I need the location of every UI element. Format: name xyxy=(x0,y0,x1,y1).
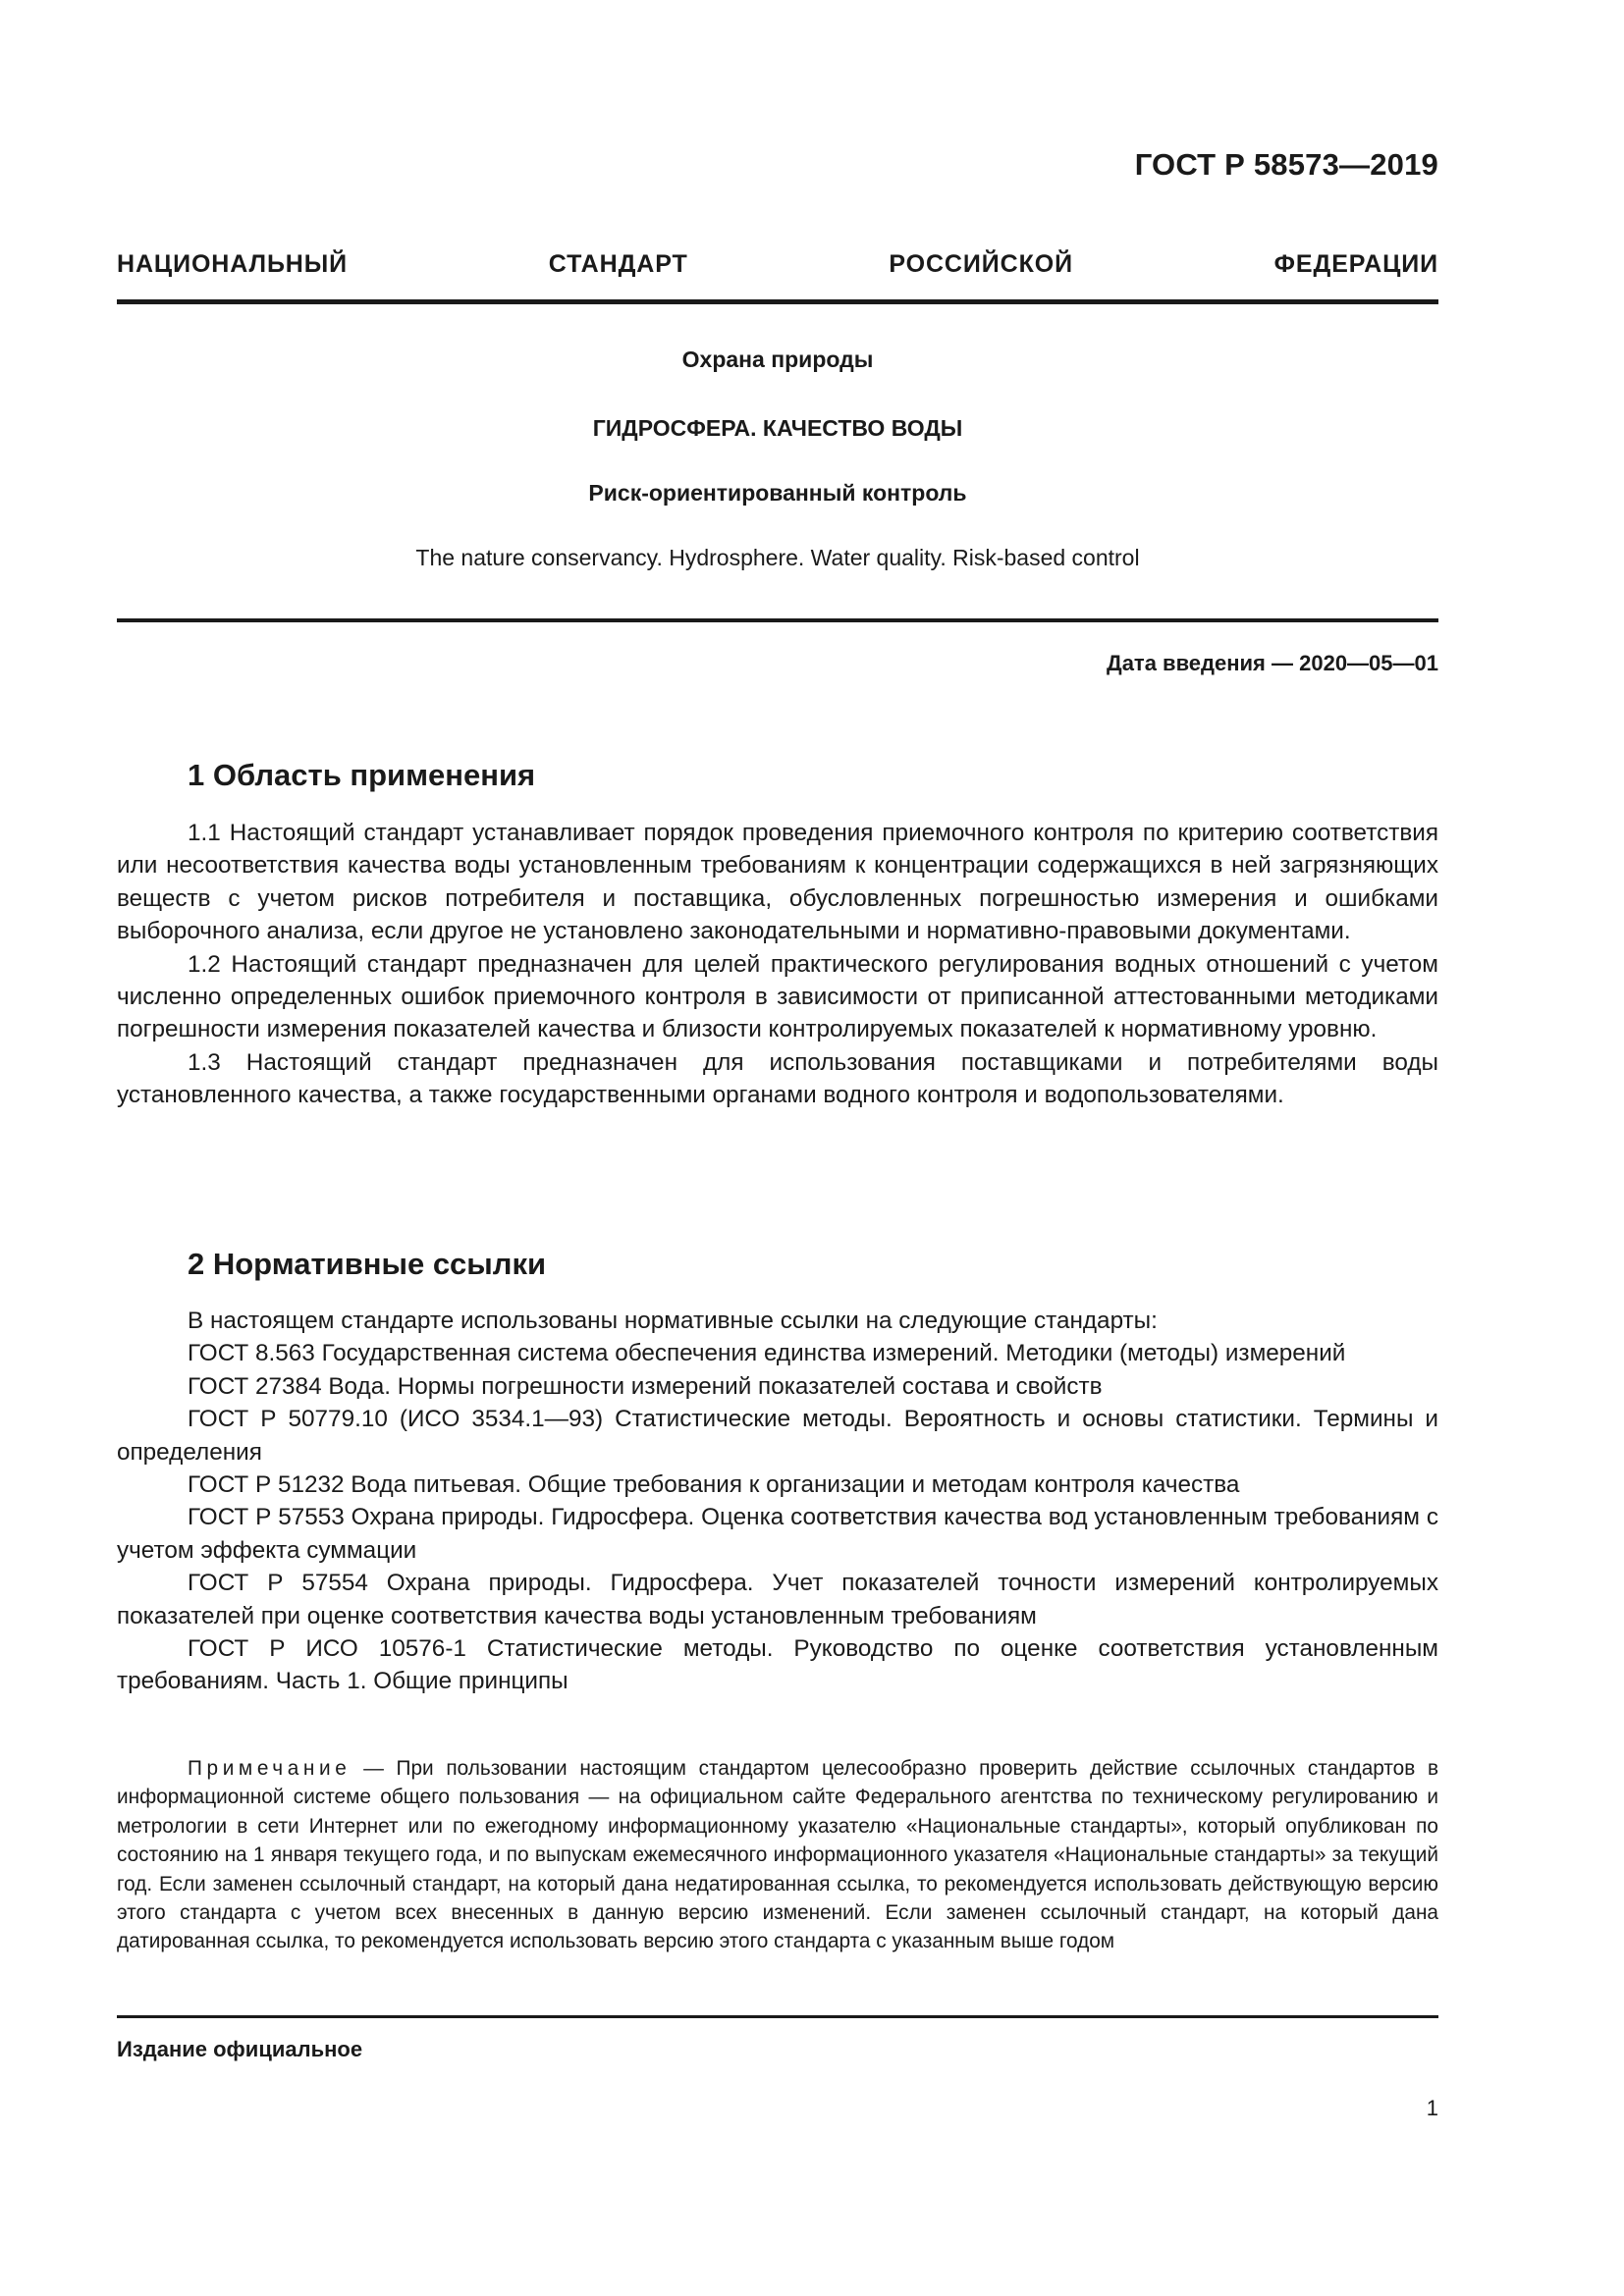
reference-item: ГОСТ Р ИСО 10576-1 Статистические методы. Руководство по оценке соответствия установленным требованиям. Часть 1. Общие принципы xyxy=(117,1635,1438,1695)
title-line-1: Охрана природы xyxy=(681,347,874,372)
title-line-3: Риск-ориентированный контроль xyxy=(588,480,967,506)
header-divider xyxy=(117,299,1438,304)
footer-divider xyxy=(117,2015,1438,2018)
title-line-2: ГИДРОСФЕРА. КАЧЕСТВО ВОДЫ xyxy=(592,415,963,441)
section-2-body xyxy=(117,1305,1438,1698)
official-edition-label: Издание официальное xyxy=(117,2037,363,2061)
reference-item: ГОСТ Р 51232 Вода питьевая. Общие требования к организации и методам контроля качества xyxy=(188,1471,1240,1499)
document-page xyxy=(117,0,1438,2296)
section-1-heading: 1 Область применения xyxy=(188,758,536,792)
reference-item: ГОСТ Р 57554 Охрана природы. Гидросфера. Учет показателей точности измерений контролируемых показателей при оценке соответствия качества воды установленным требованиям xyxy=(117,1570,1438,1629)
note-label: Примечание xyxy=(188,1757,352,1780)
note-block xyxy=(117,1754,1438,1956)
title-divider xyxy=(117,618,1438,622)
reference-item: ГОСТ 8.563 Государственная система обеспечения единства измерений. Методики (методы) измерений xyxy=(188,1340,1346,1367)
section-1-body xyxy=(117,817,1438,1112)
title-english: The nature conservancy. Hydrosphere. Water quality. Risk-based control xyxy=(415,545,1140,570)
national-standard-banner: НАЦИОНАЛЬНЫЙ СТАНДАРТ РОССИЙСКОЙ ФЕДЕРАЦИИ xyxy=(117,250,1438,278)
page-number: 1 xyxy=(1426,2096,1438,2120)
note-text: — При пользовании настоящим стандартом целесообразно проверить действие ссылочных стандартов в информационной системе общего пользования — на официальном сайте Федерального агентства по техническому регулированию и метрологии в сети Интернет или по ежегодному информационному указателю «Национальные стандарты», который опубликован по состоянию на 1 января текущего года, и по выпускам ежемесячного информационного указателя «Национальные стандарты» за текущий год. Если заменен ссылочный стандарт, на который дана недатированная ссылка, то рекомендуется использовать действующую версию этого стандарта с учетом всех внесенных в данную версию изменений. Если заменен ссылочный стандарт, на который дана датированная ссылка, то рекомендуется использовать версию этого стандарта с указанным выше годом xyxy=(117,1757,1439,1953)
reference-item: ГОСТ Р 50779.10 (ИСО 3534.1—93) Статистические методы. Вероятность и основы статистики. Термины и определения xyxy=(117,1406,1438,1466)
paragraph-1-1: 1.1 Настоящий стандарт устанавливает порядок проведения приемочного контроля по критерию соответствия или несоответствия качества воды установленным требованиям к концентрации содержащихся в ней загрязняющих веществ с учетом рисков потребителя и поставщика, обусловленных погрешностью измерения и ошибками выборочного анализа, если другое не установлено законодательными и нормативно-правовыми документами. xyxy=(117,820,1438,945)
reference-item: ГОСТ Р 57553 Охрана природы. Гидросфера. Оценка соответствия качества вод установленным требованиям с учетом эффекта суммации xyxy=(117,1504,1438,1564)
section-2-heading: 2 Нормативные ссылки xyxy=(188,1247,547,1281)
references-intro: В настоящем стандарте использованы нормативные ссылки на следующие стандарты: xyxy=(188,1308,1158,1334)
paragraph-1-2: 1.2 Настоящий стандарт предназначен для целей практического регулирования водных отношений с учетом численно определенных ошибок приемочного контроля в зависимости от приписанной аттестованными методиками погрешности измерения показателей качества и близости контролируемых показателей к нормативному уровню. xyxy=(117,950,1438,1043)
reference-item: ГОСТ 27384 Вода. Нормы погрешности измерений показателей состава и свойств xyxy=(188,1372,1103,1400)
introduction-date: Дата введения — 2020—05—01 xyxy=(1107,651,1438,675)
paragraph-1-3: 1.3 Настоящий стандарт предназначен для использования поставщиками и потребителями воды установленного качества, а также государственными органами водного контроля и водопользователями. xyxy=(117,1048,1438,1109)
standard-code: ГОСТ Р 58573—2019 xyxy=(1134,147,1438,182)
